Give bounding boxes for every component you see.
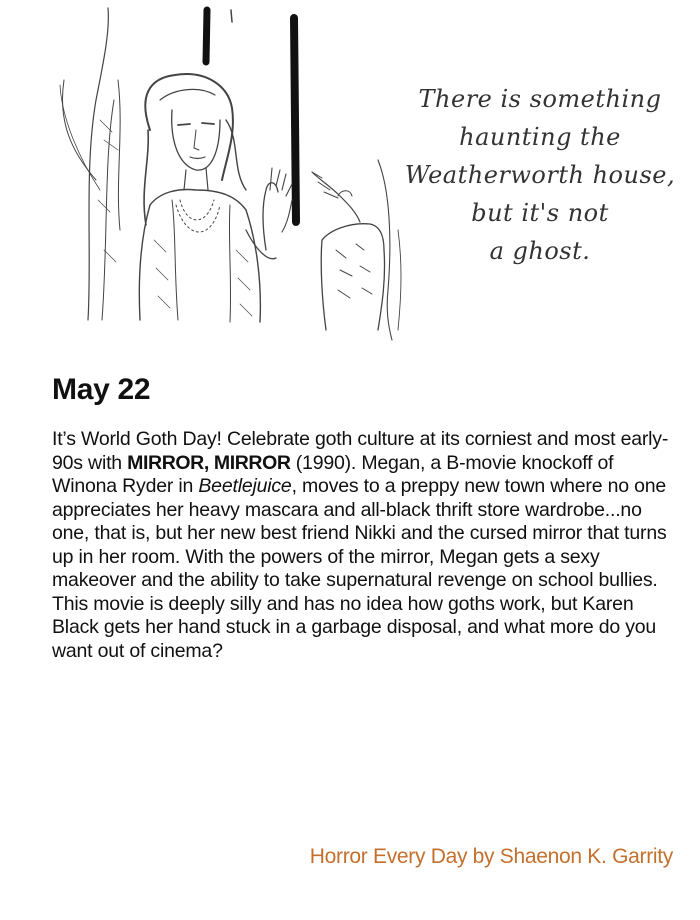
review-intro: It’s World Goth Day! Celebrate goth culture at its corniest and most early-90s with: [52, 428, 669, 474]
reference-title: Beetlejuice: [198, 475, 292, 497]
entry-date: May 22: [52, 373, 151, 406]
review-after-title: (1990). Megan, a B-movie knockoff of Winona Ryder in: [52, 451, 614, 497]
movie-title: MIRROR, MIRROR: [127, 451, 291, 474]
review-text: [52, 428, 672, 663]
caption-line: but it's not: [471, 199, 609, 227]
pencil-illustration: [0, 0, 700, 345]
caption-line: There is something: [418, 85, 662, 113]
review-body: , moves to a preppy new town where no one appreciates her heavy mascara and all-black thrift store wardrobe...no one, that is, but her new best friend Nikki and the cursed mirror that turns up in her room. With the powers of the mirror, Megan gets a sexy makeover and the ability to take supernatural revenge on school bullies. This movie is deeply silly and has no idea how goths work, but Karen Black gets her hand stuck in a garbage disposal, and what more do you want out of cinema?: [52, 475, 667, 662]
author-credit: Horror Every Day by Shaenon K. Garrity: [309, 845, 673, 868]
handwritten-caption: [400, 80, 680, 270]
caption-line: a ghost.: [489, 237, 591, 265]
caption-line: Weatherworth house,: [404, 161, 676, 189]
caption-line: haunting the: [459, 123, 621, 151]
